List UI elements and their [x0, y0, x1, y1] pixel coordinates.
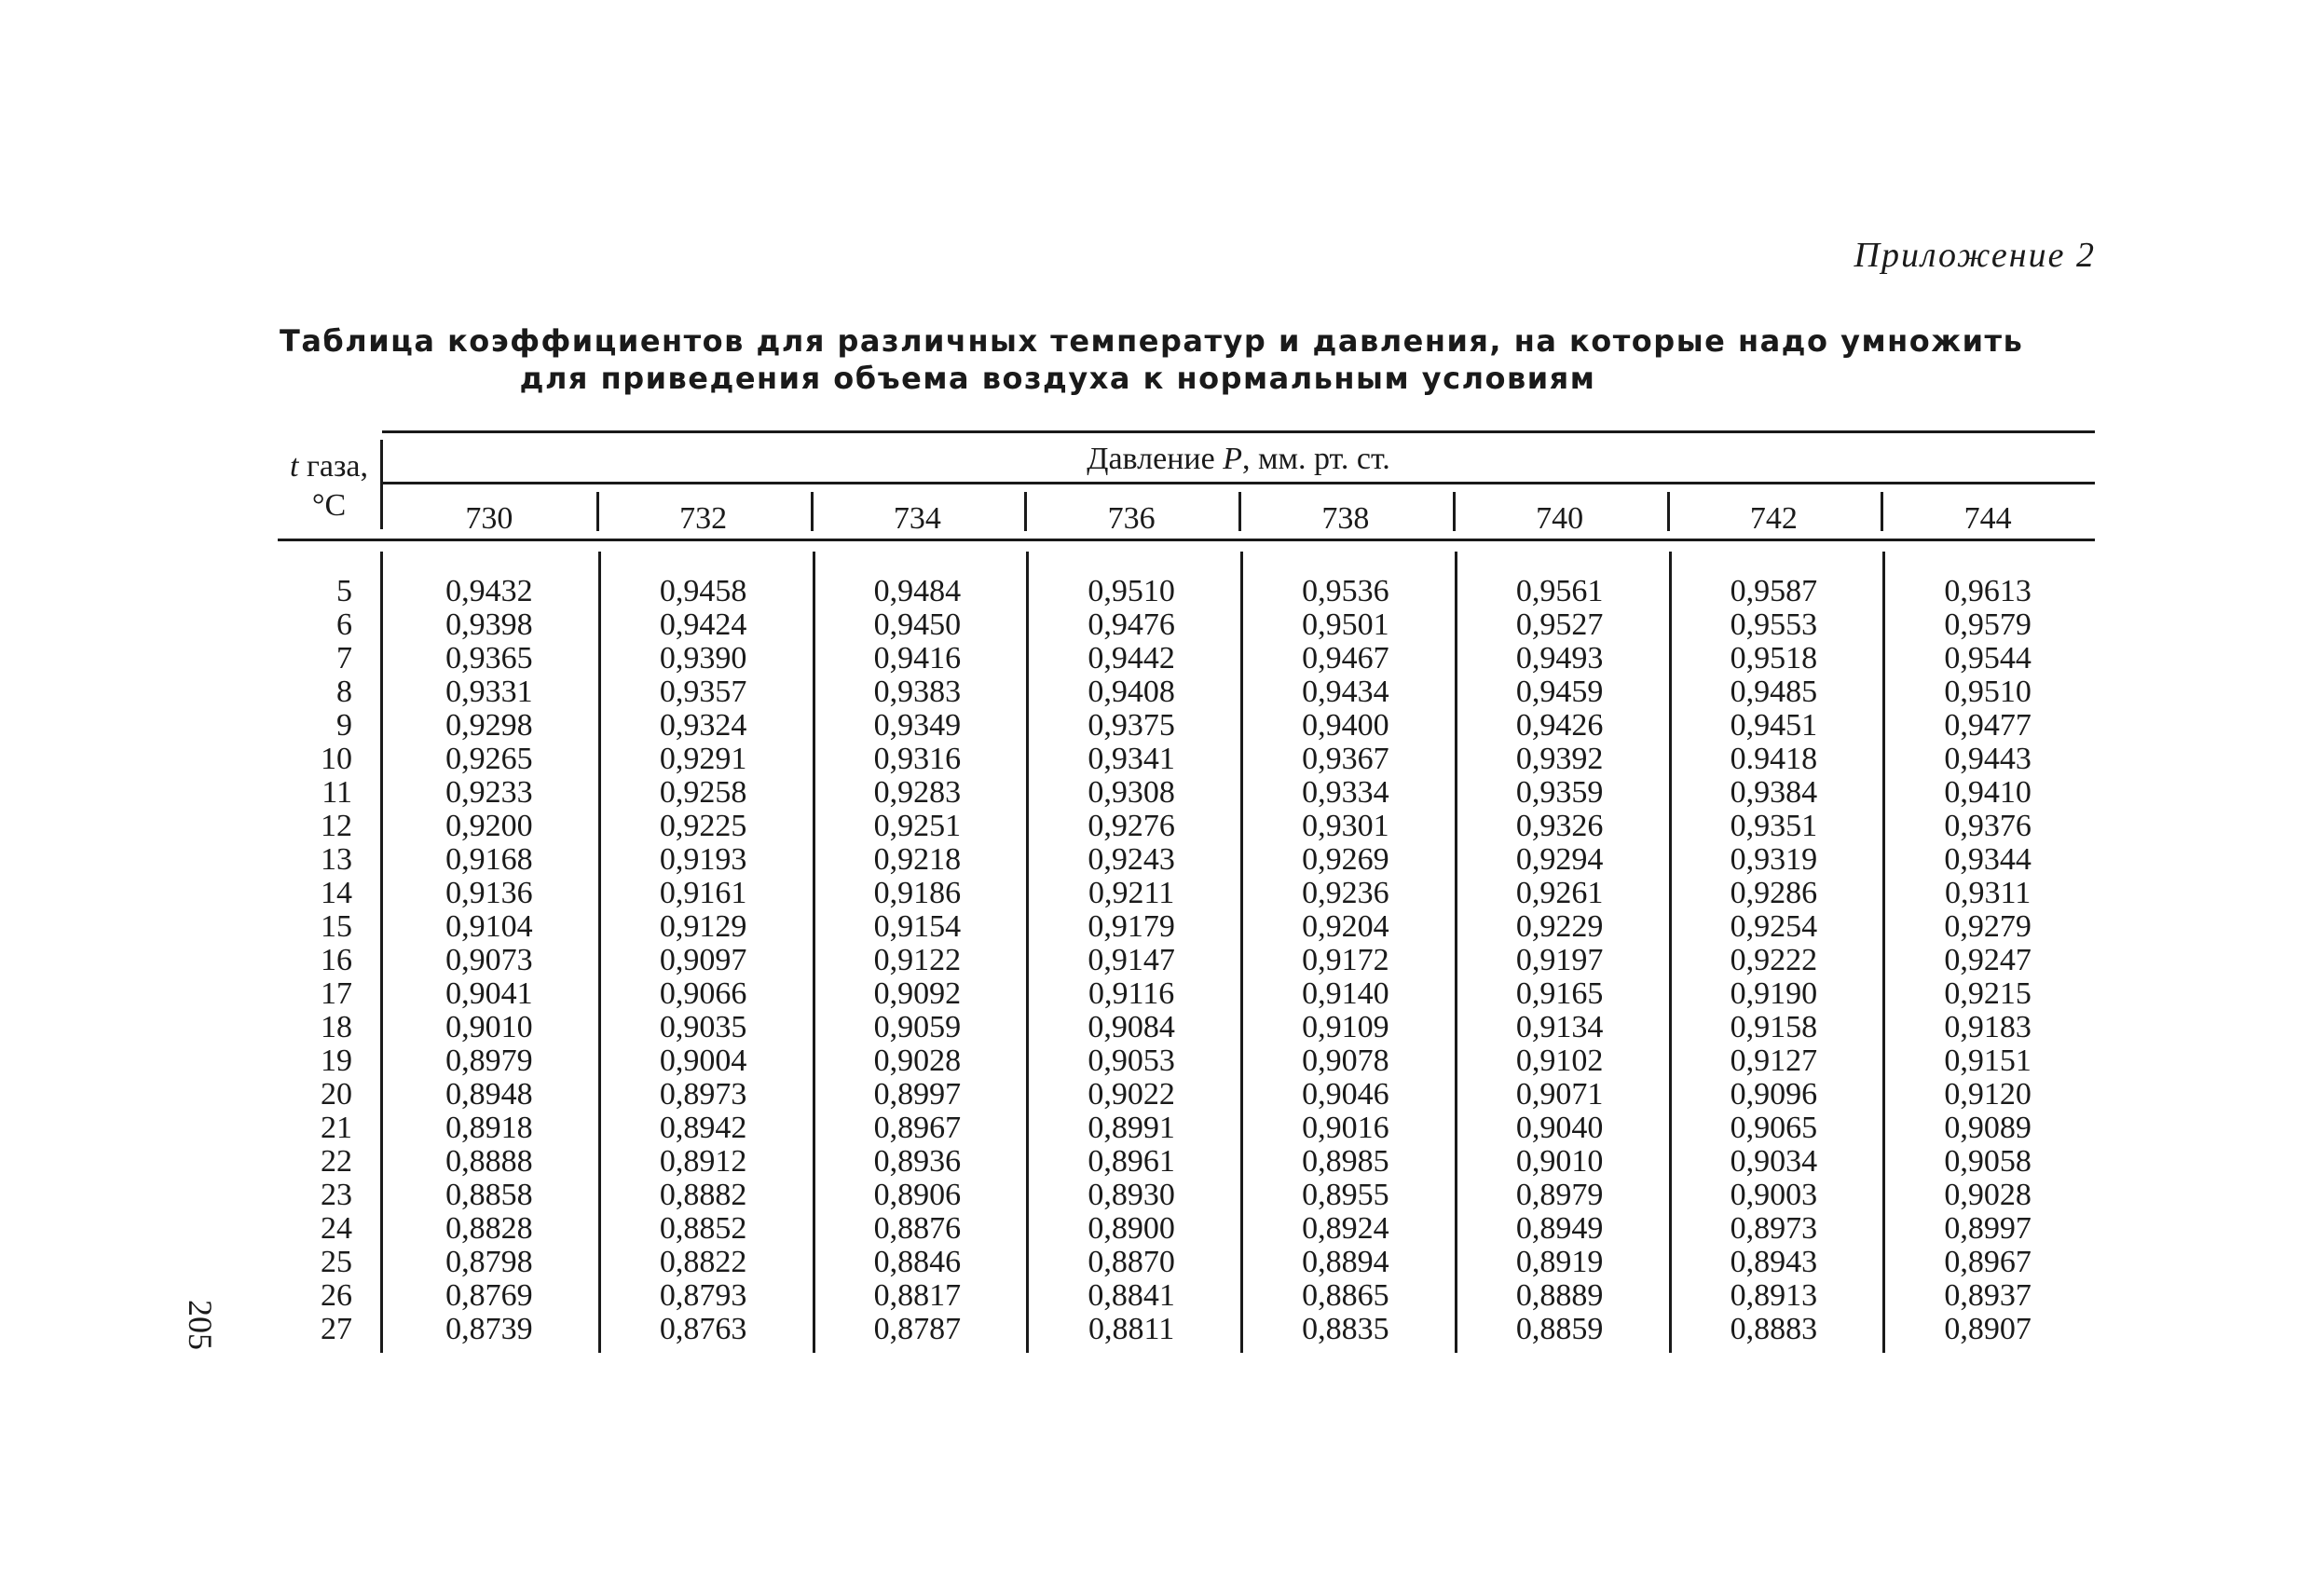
table-cell: 0,8997 — [873, 1077, 962, 1112]
table-cell: 0,9279 — [1944, 909, 2032, 944]
table-cell: 0,8793 — [659, 1278, 747, 1313]
temperature-cell: 16 — [321, 943, 352, 977]
table-cell: 0,9197 — [1515, 943, 1604, 977]
table-cell: 0,9233 — [445, 775, 533, 810]
title-line-2: для приведения объема воздуха к нормальным условиям — [519, 361, 1596, 396]
table-cell: 0,9222 — [1730, 943, 1818, 977]
table-cell: 0,8894 — [1302, 1245, 1389, 1279]
table-cell: 0,9276 — [1088, 809, 1175, 843]
table-cell: 0,9089 — [1944, 1111, 2032, 1145]
table-cell: 0,9186 — [873, 876, 962, 910]
table-cell: 0,9154 — [873, 909, 962, 944]
table-cell: 0,8870 — [1088, 1245, 1175, 1279]
table-cell: 0,9229 — [1515, 909, 1604, 944]
table-cell: 0,8907 — [1944, 1312, 2032, 1346]
table-cell: 0,9459 — [1515, 675, 1604, 709]
table-cell: 0,9536 — [1302, 574, 1389, 608]
table-cell: 0,9434 — [1302, 675, 1389, 709]
table-cell: 0,9261 — [1515, 876, 1604, 910]
table-cell: 0,9084 — [1088, 1010, 1175, 1044]
table-cell: 0,9204 — [1302, 909, 1389, 944]
table-cell: 0,9161 — [659, 876, 747, 910]
table-cell: 0,9028 — [1944, 1178, 2032, 1212]
temperature-cell: 19 — [321, 1044, 352, 1078]
table-cell: 0,8955 — [1302, 1178, 1389, 1212]
table-cell: 0,8948 — [445, 1077, 533, 1112]
column-header: 730 — [465, 501, 513, 536]
stub-header-line-1 — [278, 447, 380, 486]
table-cell: 0,9400 — [1302, 708, 1389, 743]
table-cell: 0,8967 — [873, 1111, 962, 1145]
table-cell: 0,9408 — [1088, 675, 1175, 709]
table-cell: 0,8979 — [1515, 1178, 1604, 1212]
table-cell: 0,8876 — [873, 1211, 962, 1246]
pressure-header — [382, 442, 2095, 477]
table-cell: 0,9298 — [445, 708, 533, 743]
table-cell: 0,9211 — [1088, 876, 1175, 910]
table-cell: 0,9484 — [873, 574, 962, 608]
temperature-column — [278, 575, 352, 1346]
table-cell: 0,9116 — [1088, 976, 1175, 1011]
table-cell: 0,9443 — [1944, 742, 2032, 776]
temperature-cell: 6 — [336, 607, 352, 642]
table-cell: 0,9200 — [445, 809, 533, 843]
table-cell: 0,9109 — [1302, 1010, 1389, 1044]
table-cell: 0,8798 — [445, 1245, 533, 1279]
table-cell: 0,9247 — [1944, 943, 2032, 977]
coefficient-table — [278, 430, 2095, 1353]
table-cell: 0,9376 — [1944, 809, 2032, 843]
temperature-cell: 12 — [321, 809, 352, 843]
table-cell: 0,8763 — [659, 1312, 747, 1346]
table-cell: 0,9308 — [1088, 775, 1175, 810]
header-column-divider — [1881, 492, 1883, 531]
value-column — [811, 575, 1025, 1346]
table-cell: 0.9418 — [1730, 742, 1818, 776]
table-cell: 0,9102 — [1515, 1044, 1604, 1078]
table-cell: 0,9341 — [1088, 742, 1175, 776]
value-column — [1667, 575, 1881, 1346]
value-column — [382, 575, 596, 1346]
table-cell: 0,9147 — [1088, 943, 1175, 977]
table-cell: 0,9477 — [1944, 708, 2032, 743]
temperature-cell: 18 — [321, 1010, 352, 1044]
table-cell: 0,9424 — [659, 607, 747, 642]
table-cell: 0,9518 — [1730, 641, 1818, 675]
header-column-divider — [596, 492, 599, 531]
table-cell: 0,9066 — [659, 976, 747, 1011]
table-cell: 0,9129 — [659, 909, 747, 944]
temperature-symbol: t — [289, 449, 299, 484]
table-cell: 0,9058 — [1944, 1144, 2032, 1179]
table-cell: 0,8961 — [1088, 1144, 1175, 1179]
table-cell: 0,9073 — [445, 943, 533, 977]
table-cell: 0,9450 — [873, 607, 962, 642]
table-cell: 0,8769 — [445, 1278, 533, 1313]
pressure-symbol: P — [1223, 442, 1242, 476]
table-cell: 0,8739 — [445, 1312, 533, 1346]
table-cell: 0,8906 — [873, 1178, 962, 1212]
header-column-divider — [1667, 492, 1670, 531]
table-cell: 0,9432 — [445, 574, 533, 608]
column-header: 742 — [1749, 501, 1798, 536]
table-cell: 0,9501 — [1302, 607, 1389, 642]
table-cell: 0,9426 — [1515, 708, 1604, 743]
table-cell: 0,9258 — [659, 775, 747, 810]
value-column — [1238, 575, 1453, 1346]
table-cell: 0,9078 — [1302, 1044, 1389, 1078]
temperature-cell: 20 — [321, 1077, 352, 1112]
table-cell: 0,9510 — [1944, 675, 2032, 709]
table-cell: 0,8973 — [1730, 1211, 1818, 1246]
table-cell: 0,9324 — [659, 708, 747, 743]
temperature-cell: 8 — [336, 675, 352, 709]
table-cell: 0,8985 — [1302, 1144, 1389, 1179]
table-cell: 0,9172 — [1302, 943, 1389, 977]
table-cell: 0,9158 — [1730, 1010, 1818, 1044]
table-cell: 0,9579 — [1944, 607, 2032, 642]
table-cell: 0,8943 — [1730, 1245, 1818, 1279]
table-title — [280, 322, 2024, 397]
table-cell: 0,9104 — [445, 909, 533, 944]
table-cell: 0,8918 — [445, 1111, 533, 1145]
table-cell: 0,9165 — [1515, 976, 1604, 1011]
table-cell: 0,9071 — [1515, 1077, 1604, 1112]
table-cell: 0,9022 — [1088, 1077, 1175, 1112]
table-cell: 0,9613 — [1944, 574, 2032, 608]
table-cell: 0,8858 — [445, 1178, 533, 1212]
table-cell: 0,9010 — [1515, 1144, 1604, 1179]
pressure-rule — [382, 482, 2095, 484]
table-cell: 0,9510 — [1088, 574, 1175, 608]
table-cell: 0,9243 — [1088, 842, 1175, 877]
pressure-prefix: Давление — [1087, 442, 1224, 476]
table-cell: 0,8817 — [873, 1278, 962, 1313]
table-cell: 0,9218 — [873, 842, 962, 877]
temperature-cell: 27 — [321, 1312, 352, 1346]
table-cell: 0,9041 — [445, 976, 533, 1011]
table-cell: 0,9179 — [1088, 909, 1175, 944]
table-cell: 0,8882 — [659, 1178, 747, 1212]
table-cell: 0,9168 — [445, 842, 533, 877]
temperature-cell: 13 — [321, 842, 352, 877]
header-column-divider — [1453, 492, 1456, 531]
table-cell: 0,9122 — [873, 943, 962, 977]
table-cell: 0,9326 — [1515, 809, 1604, 843]
table-cell: 0,9316 — [873, 742, 962, 776]
table-cell: 0,9097 — [659, 943, 747, 977]
table-cell: 0,9301 — [1302, 809, 1389, 843]
header-column-divider — [1238, 492, 1241, 531]
table-cell: 0,9390 — [659, 641, 747, 675]
table-cell: 0,9035 — [659, 1010, 747, 1044]
table-cell: 0,8828 — [445, 1211, 533, 1246]
table-cell: 0,9034 — [1730, 1144, 1818, 1179]
table-cell: 0,8967 — [1944, 1245, 2032, 1279]
temperature-cell: 5 — [336, 574, 352, 608]
table-cell: 0,8912 — [659, 1144, 747, 1179]
table-cell: 0,9028 — [873, 1044, 962, 1078]
table-cell: 0,9283 — [873, 775, 962, 810]
table-cell: 0,8835 — [1302, 1312, 1389, 1346]
table-cell: 0,9398 — [445, 607, 533, 642]
table-cell: 0,9416 — [873, 641, 962, 675]
page-number: 205 — [182, 1300, 219, 1350]
table-cell: 0,8859 — [1515, 1312, 1604, 1346]
table-cell: 0,8787 — [873, 1312, 962, 1346]
table-cell: 0,9136 — [445, 876, 533, 910]
table-cell: 0,8919 — [1515, 1245, 1604, 1279]
table-cell: 0,9225 — [659, 809, 747, 843]
table-cell: 0,9016 — [1302, 1111, 1389, 1145]
table-cell: 0,9096 — [1730, 1077, 1818, 1112]
table-cell: 0,9410 — [1944, 775, 2032, 810]
table-cell: 0,9265 — [445, 742, 533, 776]
temperature-cell: 14 — [321, 876, 352, 910]
temperature-cell: 11 — [321, 775, 352, 810]
table-cell: 0,9236 — [1302, 876, 1389, 910]
table-cell: 0,8937 — [1944, 1278, 2032, 1313]
table-cell: 0,9134 — [1515, 1010, 1604, 1044]
column-header: 734 — [893, 501, 941, 536]
table-cell: 0,8973 — [659, 1077, 747, 1112]
table-cell: 0,8822 — [659, 1245, 747, 1279]
table-cell: 0,9127 — [1730, 1044, 1818, 1078]
temperature-cell: 9 — [336, 708, 352, 743]
table-cell: 0,8949 — [1515, 1211, 1604, 1246]
title-line-1: Таблица коэффициентов для различных температур и давления, на которые надо умножить — [280, 323, 2024, 359]
table-cell: 0,8991 — [1088, 1111, 1175, 1145]
table-cell: 0,8865 — [1302, 1278, 1389, 1313]
column-header: 732 — [679, 501, 728, 536]
stub-header-unit: °С — [311, 488, 347, 523]
column-header: 740 — [1536, 501, 1584, 536]
table-cell: 0,9357 — [659, 675, 747, 709]
header-column-divider — [1024, 492, 1027, 531]
table-cell: 0,9286 — [1730, 876, 1818, 910]
temperature-cell: 17 — [321, 976, 352, 1011]
table-cell: 0,9251 — [873, 809, 962, 843]
table-cell: 0,9334 — [1302, 775, 1389, 810]
stub-header-rest: газа, — [298, 449, 368, 484]
table-cell: 0,8889 — [1515, 1278, 1604, 1313]
table-cell: 0,9384 — [1730, 775, 1818, 810]
temperature-cell: 15 — [321, 909, 352, 944]
value-column — [596, 575, 811, 1346]
table-cell: 0,9553 — [1730, 607, 1818, 642]
appendix-label: Приложение 2 — [1854, 236, 2096, 275]
table-cell: 0,9291 — [659, 742, 747, 776]
temperature-cell: 26 — [321, 1278, 352, 1313]
table-cell: 0,9004 — [659, 1044, 747, 1078]
table-cell: 0,9193 — [659, 842, 747, 877]
table-cell: 0,9458 — [659, 574, 747, 608]
table-cell: 0,9215 — [1944, 976, 2032, 1011]
table-cell: 0,9010 — [445, 1010, 533, 1044]
table-cell: 0,9392 — [1515, 742, 1604, 776]
table-cell: 0,9351 — [1730, 809, 1818, 843]
table-cell: 0,9311 — [1945, 876, 2032, 910]
table-cell: 0,9319 — [1730, 842, 1818, 877]
table-cell: 0,9467 — [1302, 641, 1389, 675]
value-column — [1024, 575, 1238, 1346]
table-cell: 0,9375 — [1088, 708, 1175, 743]
table-cell: 0,8846 — [873, 1245, 962, 1279]
temperature-cell: 21 — [321, 1111, 352, 1145]
table-cell: 0,8888 — [445, 1144, 533, 1179]
column-header: 736 — [1107, 501, 1156, 536]
table-cell: 0,9003 — [1730, 1178, 1818, 1212]
table-cell: 0,9349 — [873, 708, 962, 743]
table-cell: 0,9485 — [1730, 675, 1818, 709]
table-cell: 0,9493 — [1515, 641, 1604, 675]
value-column — [1453, 575, 1667, 1346]
temperature-cell: 7 — [336, 641, 352, 675]
table-cell: 0,9190 — [1730, 976, 1818, 1011]
table-cell: 0,8841 — [1088, 1278, 1175, 1313]
table-cell: 0,9476 — [1088, 607, 1175, 642]
table-cell: 0,9527 — [1515, 607, 1604, 642]
header-column-divider — [811, 492, 814, 531]
table-cell: 0,8811 — [1088, 1312, 1175, 1346]
table-cell: 0,8942 — [659, 1111, 747, 1145]
table-cell: 0,9365 — [445, 641, 533, 675]
table-cell: 0,9254 — [1730, 909, 1818, 944]
table-cell: 0,8913 — [1730, 1278, 1818, 1313]
table-cell: 0,9120 — [1944, 1077, 2032, 1112]
table-cell: 0,9053 — [1088, 1044, 1175, 1078]
table-cell: 0,9561 — [1515, 574, 1604, 608]
table-cell: 0,9544 — [1944, 641, 2032, 675]
table-cell: 0,8936 — [873, 1144, 962, 1179]
table-cell: 0,9046 — [1302, 1077, 1389, 1112]
top-rule — [382, 430, 2095, 433]
table-cell: 0,9092 — [873, 976, 962, 1011]
temperature-cell: 10 — [321, 742, 352, 776]
table-cell: 0,8997 — [1944, 1211, 2032, 1246]
stub-header — [278, 447, 380, 525]
table-cell: 0,9151 — [1944, 1044, 2032, 1078]
column-header: 744 — [1963, 501, 2012, 536]
table-cell: 0,8930 — [1088, 1178, 1175, 1212]
table-cell: 0,9040 — [1515, 1111, 1604, 1145]
value-column — [1881, 575, 2095, 1346]
table-cell: 0,9344 — [1944, 842, 2032, 877]
table-cell: 0,9059 — [873, 1010, 962, 1044]
table-cell: 0,9451 — [1730, 708, 1818, 743]
table-cell: 0,9294 — [1515, 842, 1604, 877]
table-cell: 0,9383 — [873, 675, 962, 709]
table-cell: 0,9140 — [1302, 976, 1389, 1011]
table-cell: 0,9331 — [445, 675, 533, 709]
temperature-cell: 23 — [321, 1178, 352, 1212]
table-cell: 0,8852 — [659, 1211, 747, 1246]
table-cell: 0,9587 — [1730, 574, 1818, 608]
temperature-cell: 24 — [321, 1211, 352, 1246]
table-cell: 0,8924 — [1302, 1211, 1389, 1246]
table-cell: 0,9269 — [1302, 842, 1389, 877]
table-cell: 0,9065 — [1730, 1111, 1818, 1145]
table-cell: 0,8979 — [445, 1044, 533, 1078]
pressure-suffix: , мм. рт. ст. — [1241, 442, 1390, 476]
table-cell: 0,8883 — [1730, 1312, 1818, 1346]
table-cell: 0,9442 — [1088, 641, 1175, 675]
table-cell: 0,8900 — [1088, 1211, 1175, 1246]
column-header: 738 — [1321, 501, 1370, 536]
table-cell: 0,9183 — [1944, 1010, 2032, 1044]
table-cell: 0,9359 — [1515, 775, 1604, 810]
temperature-cell: 22 — [321, 1144, 352, 1179]
table-cell: 0,9367 — [1302, 742, 1389, 776]
temperature-cell: 25 — [321, 1245, 352, 1279]
